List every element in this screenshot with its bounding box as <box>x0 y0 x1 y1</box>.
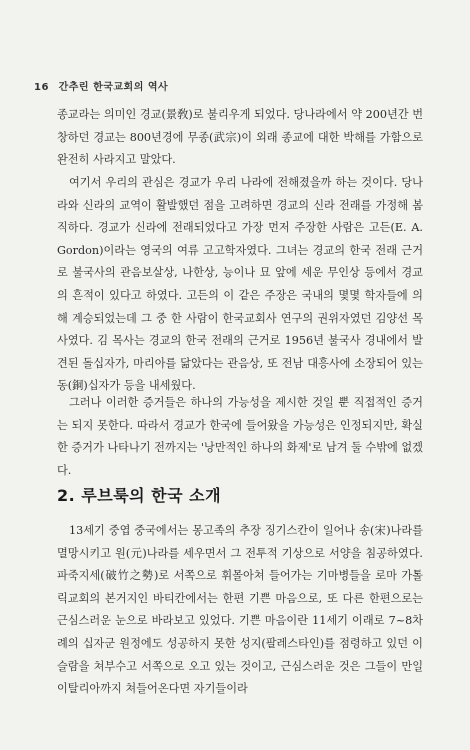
section-paragraph: 13세기 중엽 중국에서는 몽고족의 추장 징기스칸이 일어나 송(宋)나라를 멸망시키고 원(元)나라를 세우면서 그 전투적 기상으로 서양을 침공하였다. 파죽지세(破竹之勢)로 서쪽으로 휘몰아쳐 들어가는 기마병들을 로마 가톨릭교회의 본거지인 바티칸에서는 한편 기쁜 마음으로, 또 다른 한편으로는 근심스러운 눈으로 바라보고 있었다. 기쁜 마음이란 11세기 이래로 7~8차례의 십자군 원정에도 성공하지 못한 성지(팔레스타인)를 점령하고 있던 이슬람을 쳐부수고 서쪽으로 오고 있는 것이고, 근심스러운 것은 그들이 만일 이탈리아까지 쳐들어온다면 자기들이라 <box>57 524 423 696</box>
page-number: 16 <box>34 82 49 93</box>
body-paragraph-1: 종교라는 의미인 경교(景敎)로 불리우게 되었다. 당나라에서 약 200년간 번창하던 경교는 800년경에 무종(武宗)이 외래 종교에 대한 박해를 가함으로 완전히 사라지고 말았다. <box>57 108 423 167</box>
body-paragraph-2: 여기서 우리의 관심은 경교가 우리 나라에 전해졌을까 하는 것이다. 당나라와 신라의 교역이 활발했던 점을 고려하면 경교의 신라 전래를 가정해 봄직하다. 경교가 신라에 전래되었다고 가장 먼저 주장한 사람은 고든(E. A. Gordon)이라는 영국의 여류 고고학자였다. 그녀는 경교의 한국 전래 근거로 불국사의 관음보살상, 나한상, 능이나 묘 앞에 세운 무인상 등에서 경교의 흔적이 있다고 하였다. 고든의 이 같은 주장은 국내의 몇몇 학자들에 의해 계승되었는데 그 중 한 사람이 한국교회사 연구의 권위자였던 김양선 목사였다. 김 목사는 경교의 한국 전래의 근거로 1956년 불국사 경내에서 발견된 돌십자가, 마리아를 닮았다는 관음상, 또 전남 대흥사에 소장되어 있는 동(銅)십자가 등을 내세웠다. <box>57 176 423 393</box>
book-title: 간추린 한국교회의 역사 <box>58 82 169 93</box>
running-head <box>34 78 168 93</box>
body-paragraph-3: 그러나 이러한 증거들은 하나의 가능성을 제시한 것일 뿐 직접적인 증거는 되지 못한다. 따라서 경교가 한국에 들어왔을 가능성은 인정되지만, 확실한 증거가 나타나기 전까지는 '낭만적인 하나의 화제'로 남겨 둘 수밖에 없겠다. <box>57 396 423 477</box>
section-heading: 2. 루브룩의 한국 소개 <box>57 486 222 505</box>
